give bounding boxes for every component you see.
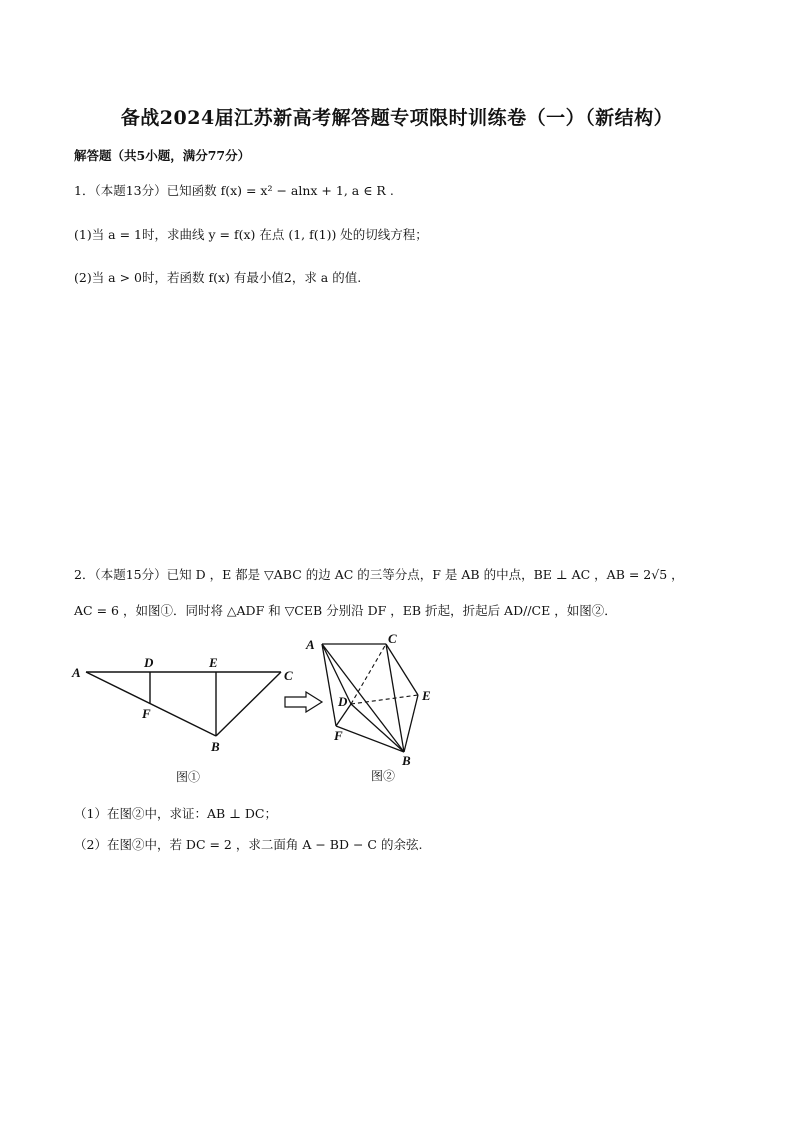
edge-AF [322, 644, 336, 726]
segment-AB [86, 672, 216, 736]
question-1-part-2: (2)当 a > 0时，若函数 f(x) 有最小值2，求 a 的值. [74, 270, 362, 285]
figure-2-caption: 图② [371, 769, 396, 783]
label-B: B [402, 753, 411, 768]
question-2-stem-continued: AC = 6 ，如图①．同时将 △ADF 和 ▽CEB 分别沿 DF ，EB 折起，折起后 AD//CE ，如图②． [74, 603, 617, 618]
question-1-stem: 1．（本题13分）已知函数 f(x) = x² − alnx + 1, a ∈ R . [74, 183, 394, 198]
question-2-stem: 2．（本题15分）已知 D ，E 都是 ▽ABC 的边 AC 的三等分点，F 是 AB 的中点，BE ⊥ AC ，AB = 2√5 ， [74, 567, 684, 582]
figure-2-solid [300, 628, 450, 768]
label-E: E [209, 655, 218, 670]
section-heading: 解答题（共5小题，满分77分） [74, 148, 251, 163]
label-B: B [211, 739, 220, 754]
page-title: 备战2024届江苏新高考解答题专项限时训练卷（一）（新结构） [120, 107, 674, 129]
label-F: F [334, 728, 343, 743]
label-D: D [338, 694, 348, 709]
label-F: F [142, 706, 151, 721]
label-A: A [306, 637, 315, 652]
label-E: E [422, 688, 431, 703]
edge-DB [351, 704, 404, 752]
edge-EB [404, 695, 418, 752]
figure-1-caption: 图① [176, 770, 201, 784]
label-D: D [144, 655, 154, 670]
label-A: A [72, 665, 81, 680]
question-2-part-2: （2）在图②中，若 DC = 2 ，求二面角 A − BD − C 的余弦. [74, 837, 423, 852]
segment-BC [216, 672, 281, 736]
edge-DC-hidden [351, 644, 386, 704]
question-1-part-1: (1)当 a = 1时，求曲线 y = f(x) 在点 (1, f(1)) 处的切线方程； [74, 227, 428, 242]
figure-1-triangle [66, 650, 306, 760]
label-C: C [284, 668, 293, 683]
label-C: C [388, 631, 397, 646]
question-2-part-1: （1）在图②中，求证：AB ⊥ DC； [74, 806, 277, 821]
